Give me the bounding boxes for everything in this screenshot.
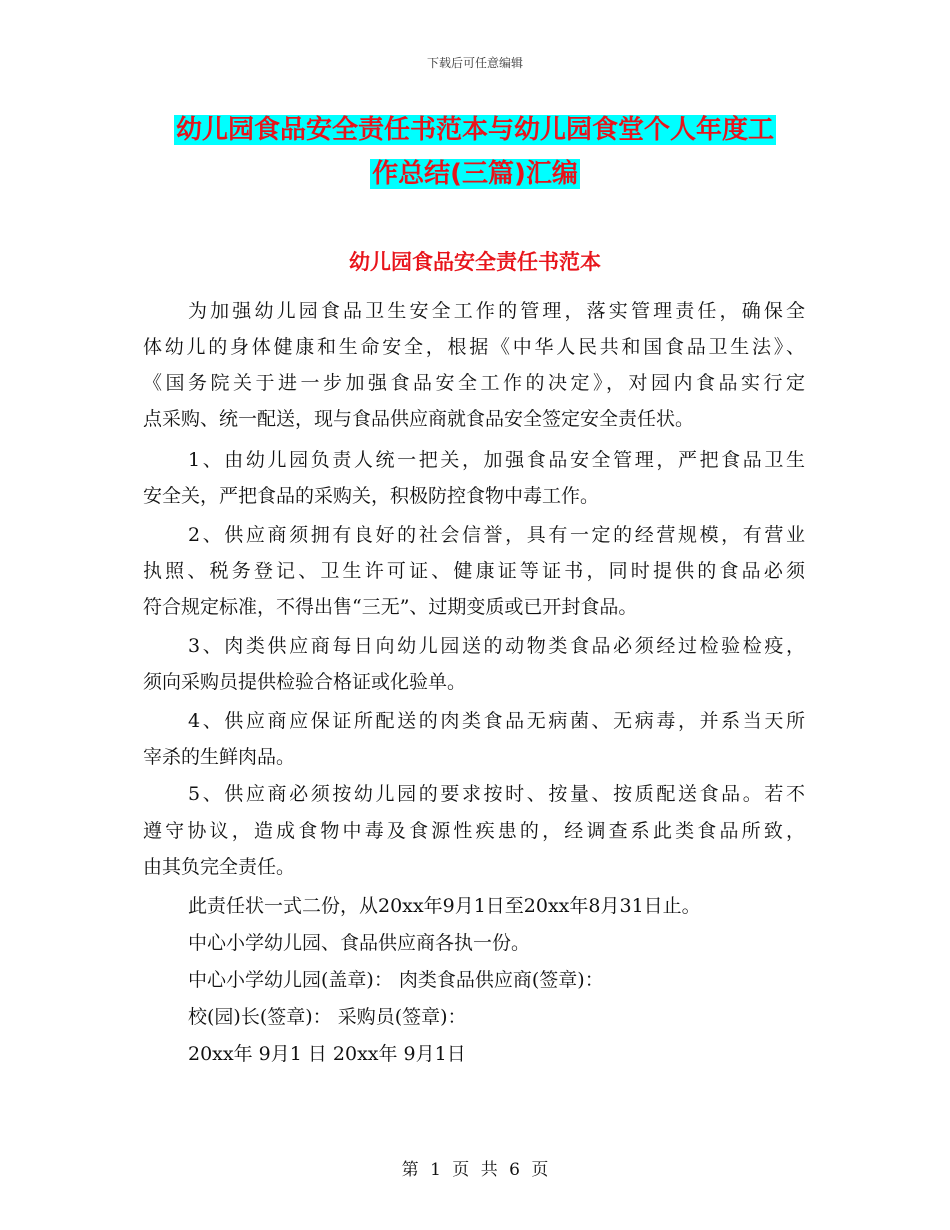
- paragraph-line: 须向采购员提供检验合格证或化验单。: [143, 671, 467, 693]
- paragraph-line: 由其负完全责任。: [143, 856, 296, 878]
- date-line: 20xx年 9月1 日 20xx年 9月1日: [188, 1043, 466, 1065]
- document-title-line-2: [140, 154, 810, 194]
- document-title-line-1-text: 幼儿园食品安全责任书范本与幼儿园食堂个人年度工: [175, 115, 774, 145]
- paragraph-line: 为加强幼儿园食品卫生安全工作的管理，落实管理责任，确保全: [188, 300, 805, 322]
- paragraph-line: 遵守协议，造成食物中毒及食源性疾患的，经调查系此类食品所致，: [143, 820, 805, 842]
- sign-line: 校(园)长(签章)： 采购员(签章)：: [188, 1006, 467, 1028]
- paragraph-line: 符合规定标准，不得出售“三无”、过期变质或已开封食品。: [143, 596, 638, 618]
- term-line: 此责任状一式二份，从20xx年9月1日至20xx年8月31日止。: [188, 895, 701, 917]
- paragraph-line: 2、供应商须拥有良好的社会信誉，具有一定的经营规模，有营业: [188, 524, 805, 546]
- paragraph-line: 5、供应商必须按幼儿园的要求按时、按量、按质配送食品。若不: [188, 783, 805, 805]
- document-title-line-1: [140, 110, 810, 150]
- seal-line: 中心小学幼儿园(盖章)： 肉类食品供应商(签章)：: [188, 969, 604, 991]
- paragraph-line: 宰杀的生鲜肉品。: [143, 746, 296, 768]
- section-title: 幼儿园食品安全责任书范本: [349, 250, 601, 274]
- copies-line: 中心小学幼儿园、食品供应商各执一份。: [188, 932, 531, 954]
- document-title-line-2-text: 作总结(三篇)汇编: [372, 159, 578, 189]
- paragraph-line: 体幼儿的身体健康和生命安全，根据《中华人民共和国食品卫生法》、: [143, 336, 805, 358]
- paragraph-line: 1、由幼儿园负责人统一把关，加强食品安全管理，严把食品卫生: [188, 449, 805, 471]
- paragraph-line: 点采购、统一配送，现与食品供应商就食品安全签定安全责任状。: [143, 408, 695, 430]
- paragraph-line: 4、供应商应保证所配送的肉类食品无病菌、无病毒，并系当天所: [188, 710, 805, 732]
- page-header-note: 下载后可任意编辑: [426, 56, 523, 70]
- paragraph-line: 《国务院关于进一步加强食品安全工作的决定》，对园内食品实行定: [143, 372, 805, 394]
- page-footer: 第 1 页 共 6 页: [401, 1160, 549, 1180]
- paragraph-line: 执照、税务登记、卫生许可证、健康证等证书，同时提供的食品必须: [143, 560, 805, 582]
- paragraph-line: 安全关，严把食品的采购关，积极防控食物中毒工作。: [143, 485, 600, 507]
- paragraph-line: 3、肉类供应商每日向幼儿园送的动物类食品必须经过检验检疫，: [188, 635, 805, 657]
